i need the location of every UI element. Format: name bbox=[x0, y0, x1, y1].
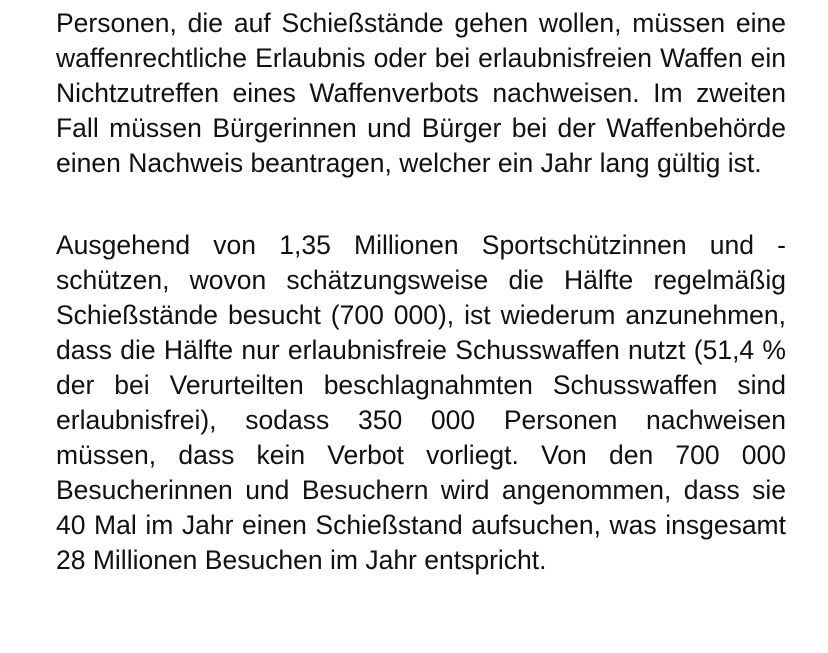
paragraph-2: Ausgehend von 1,35 Millionen Sportschützinnen und -schützen, wovon schätzungsweise die Hälfte regelmäßig Schießstände besucht (700 000), ist wiederum anzunehmen, dass die Hälfte nur erlaubnisfreie Schusswaffen nutzt (51,4 % der bei Verurteilten beschlagnahmten Schusswaffen sind erlaubnisfrei), sodass 350 000 Personen nachweisen müssen, dass kein Verbot vorliegt. Von den 700 000 Besucherinnen und Besuchern wird angenommen, dass sie 40 Mal im Jahr einen Schießstand aufsuchen, was insgesamt 28 Millionen Besuchen im Jahr entspricht. bbox=[56, 230, 786, 575]
paragraph-1: Personen, die auf Schießstände gehen wollen, müssen eine waffenrechtliche Erlaubnis oder bei erlaubnisfreien Waffen ein Nichtzutreffen eines Waffenverbots nachweisen. Im zweiten Fall müssen Bürgerinnen und Bürger bei der Waffenbehörde einen Nachweis beantragen, welcher ein Jahr lang gültig ist. bbox=[56, 8, 786, 178]
